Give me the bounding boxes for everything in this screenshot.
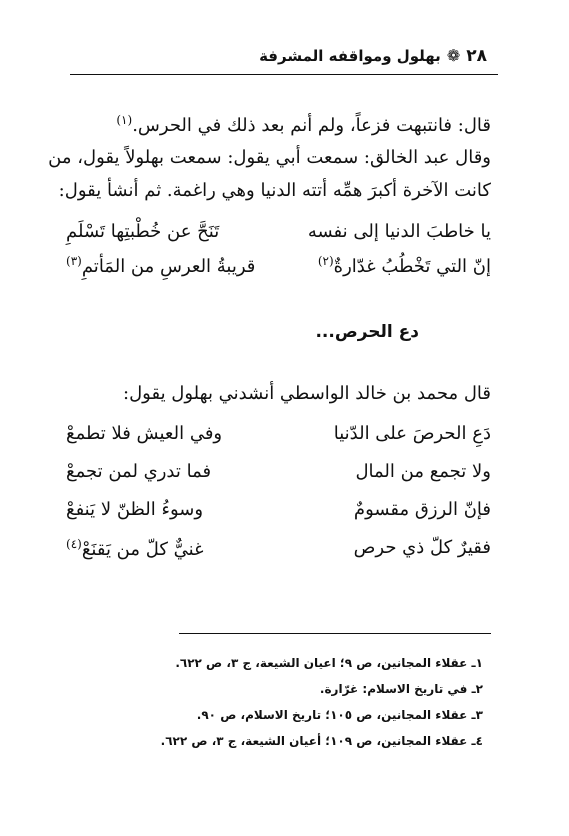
section-title: دع الحرص... bbox=[315, 322, 419, 342]
hemistich-first: إنّ التي تَخْطُبُ غدّارةٌ$^{(٢)}$ bbox=[317, 254, 491, 277]
hemistich-first: فإنّ الرزق مقسومٌ bbox=[353, 499, 491, 520]
hemistich-first: دَعِ الحرصَ على الدّنيا bbox=[333, 423, 491, 444]
paragraph-2 bbox=[48, 143, 491, 206]
footnote-ref-3: (٣) bbox=[66, 254, 82, 268]
hemistich-first: ولا تجمع من المال bbox=[355, 461, 491, 482]
poem-2-verse-4 bbox=[66, 537, 491, 560]
footnote-3: ٣ـ عقلاء المجانين، ص ١٠٥؛ تاريخ الاسلام، ص ٩٠. bbox=[196, 708, 483, 722]
footnote-divider bbox=[179, 633, 491, 634]
hemistich-second: وسوءُ الظنّ لا يَنفعْ bbox=[66, 499, 204, 520]
running-header bbox=[259, 46, 487, 66]
poem-2-verse-3 bbox=[66, 499, 491, 520]
poem-2-intro: قال محمد بن خالد الواسطي أنشدني بهلول يقول: bbox=[123, 383, 491, 404]
hemistich-second: غنيٌّ كلّ من يَقنَعْ$^{(٤)}$ bbox=[66, 537, 204, 560]
hemistich-second: فما تدري لمن تجمعْ bbox=[66, 461, 212, 482]
footnotes bbox=[161, 650, 483, 754]
poem-1-verse-2 bbox=[66, 254, 491, 277]
header-divider bbox=[70, 74, 498, 75]
page-number: ٢٨ bbox=[466, 46, 487, 66]
poem-1-verse-1 bbox=[66, 221, 491, 242]
flower-ornament-icon: ❁ bbox=[446, 46, 461, 65]
footnote-4: ٤ـ عقلاء المجانين، ص ١٠٩؛ أعيان الشيعة، ج ٣، ص ٦٢٢. bbox=[160, 734, 483, 748]
paragraph-2-line-1: وقال عبد الخالق: سمعت أبي يقول: سمعت بهلولاً يقول، من bbox=[48, 147, 491, 168]
footnote-ref-2: (٢) bbox=[317, 254, 334, 268]
poem-2-verse-2 bbox=[66, 461, 491, 482]
footnote-ref-1: (١) bbox=[116, 113, 133, 127]
paragraph-2-line-2: كانت الآخرة أكبرَ همِّه أتته الدنيا وهي راغمة. ثم أنشأ يقول: bbox=[58, 180, 491, 201]
paragraph-1 bbox=[66, 105, 491, 141]
paragraph-1-text: قال: فانتبهت فزعاً، ولم أنم بعد ذلك في الحرس. bbox=[132, 115, 491, 136]
hemistich-second: وفي العيش فلا تطمعْ bbox=[66, 423, 223, 444]
poem-2-verse-1 bbox=[66, 423, 491, 444]
footnote-1: ١ـ عقلاء المجانين، ص ٩؛ اعيان الشيعة، ج ٣، ص ٦٢٢. bbox=[175, 656, 483, 670]
running-title: بهلول ومواقفه المشرفة bbox=[259, 47, 441, 65]
footnote-ref-4: (٤) bbox=[66, 537, 82, 551]
hemistich-second: تَنَحَّ عن خُطْبتِها تَسْلَمِ bbox=[66, 221, 220, 242]
footnote-2: ٢ـ في تاريخ الاسلام: غرّارة. bbox=[319, 682, 483, 696]
hemistich-second: قريبةُ العرسِ من المَأتمِ$^{(٣)}$ bbox=[66, 254, 256, 277]
hemistich-first: فقيرٌ كلّ ذي حرص bbox=[353, 537, 491, 558]
hemistich-first: يا خاطبَ الدنيا إلى نفسه bbox=[307, 221, 491, 242]
